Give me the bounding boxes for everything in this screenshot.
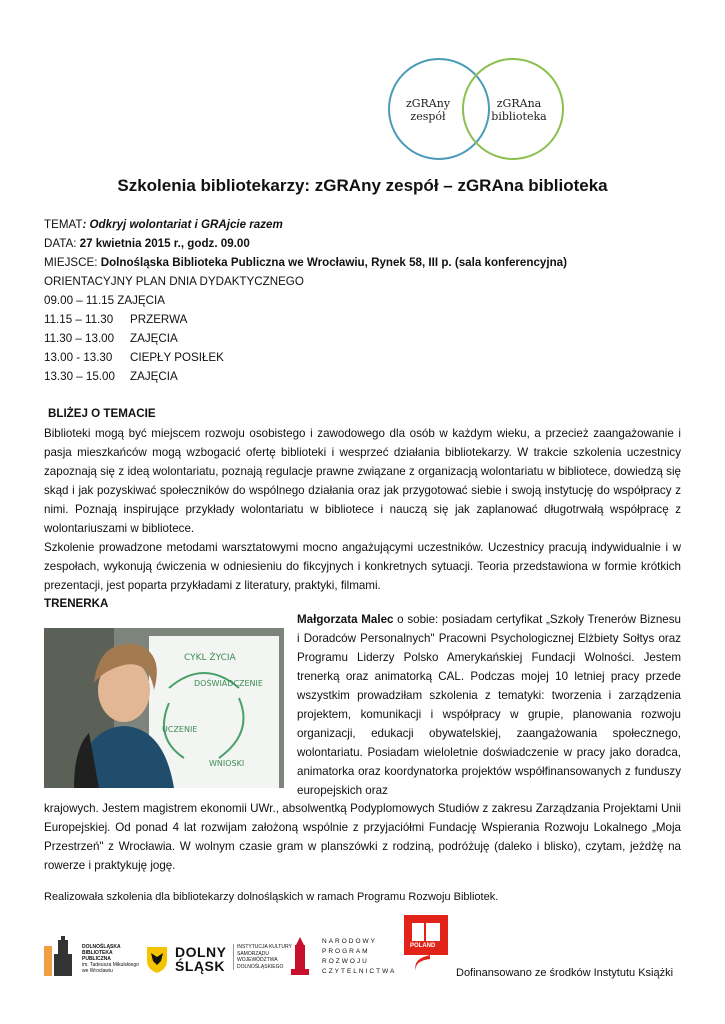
poland-label: POLAND <box>410 943 436 949</box>
schedule-time: 13.30 – 15.00 <box>44 370 115 383</box>
schedule-time: 11.15 – 11.30 <box>44 313 114 326</box>
funding-note: Dofinansowano ze środków Instytutu Książki <box>456 967 674 979</box>
right-circle-line1: zGRAna <box>496 97 542 110</box>
left-circle-line2: zespół <box>410 110 446 123</box>
place-label: MIEJSCE: <box>44 256 101 269</box>
place-value: Dolnośląska Biblioteka Publiczna we Wrocławiu, Rynek 58, III p. (sala konferencyjna) <box>100 256 567 269</box>
topic-line <box>44 216 283 234</box>
dbp-line: we Wrocławiu <box>82 968 113 974</box>
dbp-logo <box>44 936 139 979</box>
zgrany-logo <box>388 58 588 164</box>
footer-note: Realizowała szkolenia dla bibliotekarzy dolnośląskich w ramach Programu Rozwoju Bibliotek. <box>44 891 499 903</box>
svg-text:UCZENIE: UCZENIE <box>162 725 198 734</box>
dolny-slask-small-line: INSTYTUCJA KULTURY <box>237 944 292 950</box>
nprc-line: CZYTELNICTWA <box>322 968 397 975</box>
topic-value: : Odkryj wolontariat i GRAjcie razem <box>82 218 283 231</box>
trainer-bio-side-text: o sobie: posiadam certyfikat „Szkoły Trenerów Biznesu i Doradców Personalnych" Pracowni Psychologicznej Elżbiety Sołtys oraz Programu Liderzy Polsko Amerykańskiej Fundacji Wolności. Jestem trenerką oraz animatorką CAL. Podczas mojej 10 letniej pracy przede wszystkim prowadziłam szkolenia z tematyki: tworzenia i zarządzenia projektem, komunikacji i współpracy w grupie, planowania rozwoju organizacji, edukacji obywatelskiej, zaangażowania społecznego, wolontariatu. Posiadam wieloletnie doświadczenie w pracy jako doradca, animatorka oraz koordynatorka projektów współfinansowanych z funduszy europejskich oraz <box>297 613 682 797</box>
dbp-line: DOLNOŚLĄSKA <box>82 944 121 950</box>
schedule-time: 09.00 – 11.15 ZAJĘCIA <box>44 294 165 307</box>
page-title: Szkolenia bibliotekarzy: zGRAny zespół – zGRAna biblioteka <box>117 176 608 195</box>
svg-text:DOŚWIADCZENIE: DOŚWIADCZENIE <box>194 679 263 688</box>
nprc-line: PROGRAM <box>322 948 370 955</box>
place-line <box>44 254 567 272</box>
schedule-activity: ZAJĘCIA <box>130 332 178 345</box>
nprc-logo <box>288 937 397 980</box>
date-label: DATA: <box>44 237 80 250</box>
instytut-ksiazki-logo <box>404 915 448 974</box>
schedule-row <box>44 330 178 348</box>
trainer-bio-full: krajowych. Jestem magistrem ekonomii UWr., absolwentką Podyplomowych Studiów z zakresu Zarządzania Projektami Unii Europejskiej. Od ponad 4 lat rozwijam założoną wspólnie z przyjaciółmi Fundację Wspierania Rozwoju Lokalnego „Moja Przestrzeń" z Wrocławia. W wolnym czasie gram w planszówki z rodziną, podróżuję (daleko i blisko), czytam, jeżdżę na rowerze i praktykuję jogę. <box>44 802 681 872</box>
slask-text: ŚLĄSK <box>175 958 225 974</box>
dolny-slask-logo <box>145 944 292 976</box>
about-paragraph-1: Biblioteki mogą być miejscem rozwoju osobistego i zawodowego dla osób w każdym wieku, a przecież zaangażowanie i pasja mieszkańców mogą wzbogacić ofertę biblioteki i wesprzeć działania bibliotekarzy. W trakcie szkolenia uczestnicy zapoznają się z ideą wolontariatu, poznają regulacje prawne związane z organizacją wolontariatu w bibliotece, dowiedzą się skąd i jak pozyskiwać społeczników do wspólnego działania oraz jak przygotować siebie i swoją instytucję do współpracy z nimi. Poznają inspirujące przykłady wolontariatu w bibliotece i nauczą się jak zaplanować długotrwałą współpracę z wolontariuszami w bibliotece. <box>44 427 681 535</box>
schedule-row <box>44 368 178 386</box>
schedule-time: 11.30 – 13.00 <box>44 332 115 345</box>
right-circle-text <box>486 97 552 123</box>
schedule-time: 13.00 - 13.30 <box>44 351 113 364</box>
nprc-line: ROZWOJU <box>322 958 369 965</box>
svg-text:WNIOSKI: WNIOSKI <box>209 759 245 768</box>
eagle-shield-icon <box>145 945 169 973</box>
topic-label: TEMAT <box>44 218 83 231</box>
trainer-bio-side <box>297 610 681 800</box>
about-paragraph-2: Szkolenie prowadzone metodami warsztatowymi mocno angażującymi uczestników. Uczestnicy pracują indywidualnie i w zespołach, wykonują ćwiczenia w odniesieniu do fikcyjnych i konkretnych sytuacji. Teoria przedstawiona w formie krótkich prezentacji, jest poparta przykładami z literatury, praktyki, filmami. <box>44 541 681 592</box>
dolny-slask-small-line: SAMORZĄDU <box>237 950 269 957</box>
schedule-row <box>44 311 187 329</box>
dolny-slask-small-line: WOJEWÓDZTWA <box>237 957 278 963</box>
trainer-name: Małgorzata Malec <box>297 613 394 626</box>
schedule-activity: ZAJĘCIA <box>130 370 178 383</box>
svg-text:CYKL ŻYCIA: CYKL ŻYCIA <box>184 653 236 663</box>
dolny-slask-text <box>175 945 227 973</box>
dbp-logo-text <box>82 944 142 974</box>
schedule-activity: PRZERWA <box>130 313 188 326</box>
schedule-row <box>44 349 224 367</box>
trainer-photo <box>44 628 284 788</box>
left-circle-line1: zGRAny <box>405 97 451 110</box>
tower-icon <box>288 937 312 977</box>
schedule-activity: CIEPŁY POSIŁEK <box>130 351 224 364</box>
schedule-row <box>44 292 165 310</box>
trainer-heading: TRENERKA <box>44 597 109 610</box>
date-value: 27 kwietnia 2015 r., godz. 09.00 <box>79 237 250 250</box>
nprc-line: NARODOWY <box>322 938 377 945</box>
about-heading: BLIŻEJ O TEMACIE <box>48 407 156 420</box>
dbp-line: im. Tadeusza Mikulskiego <box>82 962 139 968</box>
plan-heading: ORIENTACYJNY PLAN DNIA DYDAKTYCZNEGO <box>44 275 304 288</box>
dbp-line: BIBLIOTEKA PUBLICZNA <box>82 950 113 962</box>
nprc-text <box>322 937 396 977</box>
right-circle-line2: biblioteka <box>491 110 547 123</box>
trainer-photo-illustration <box>44 628 284 788</box>
left-circle-text <box>398 97 458 123</box>
date-line <box>44 235 250 253</box>
dolny-slask-small-line: DOLNOŚLĄSKIEGO <box>237 963 284 970</box>
dolny-text: DOLNY <box>175 944 227 960</box>
dbp-logo-icon <box>44 936 80 976</box>
